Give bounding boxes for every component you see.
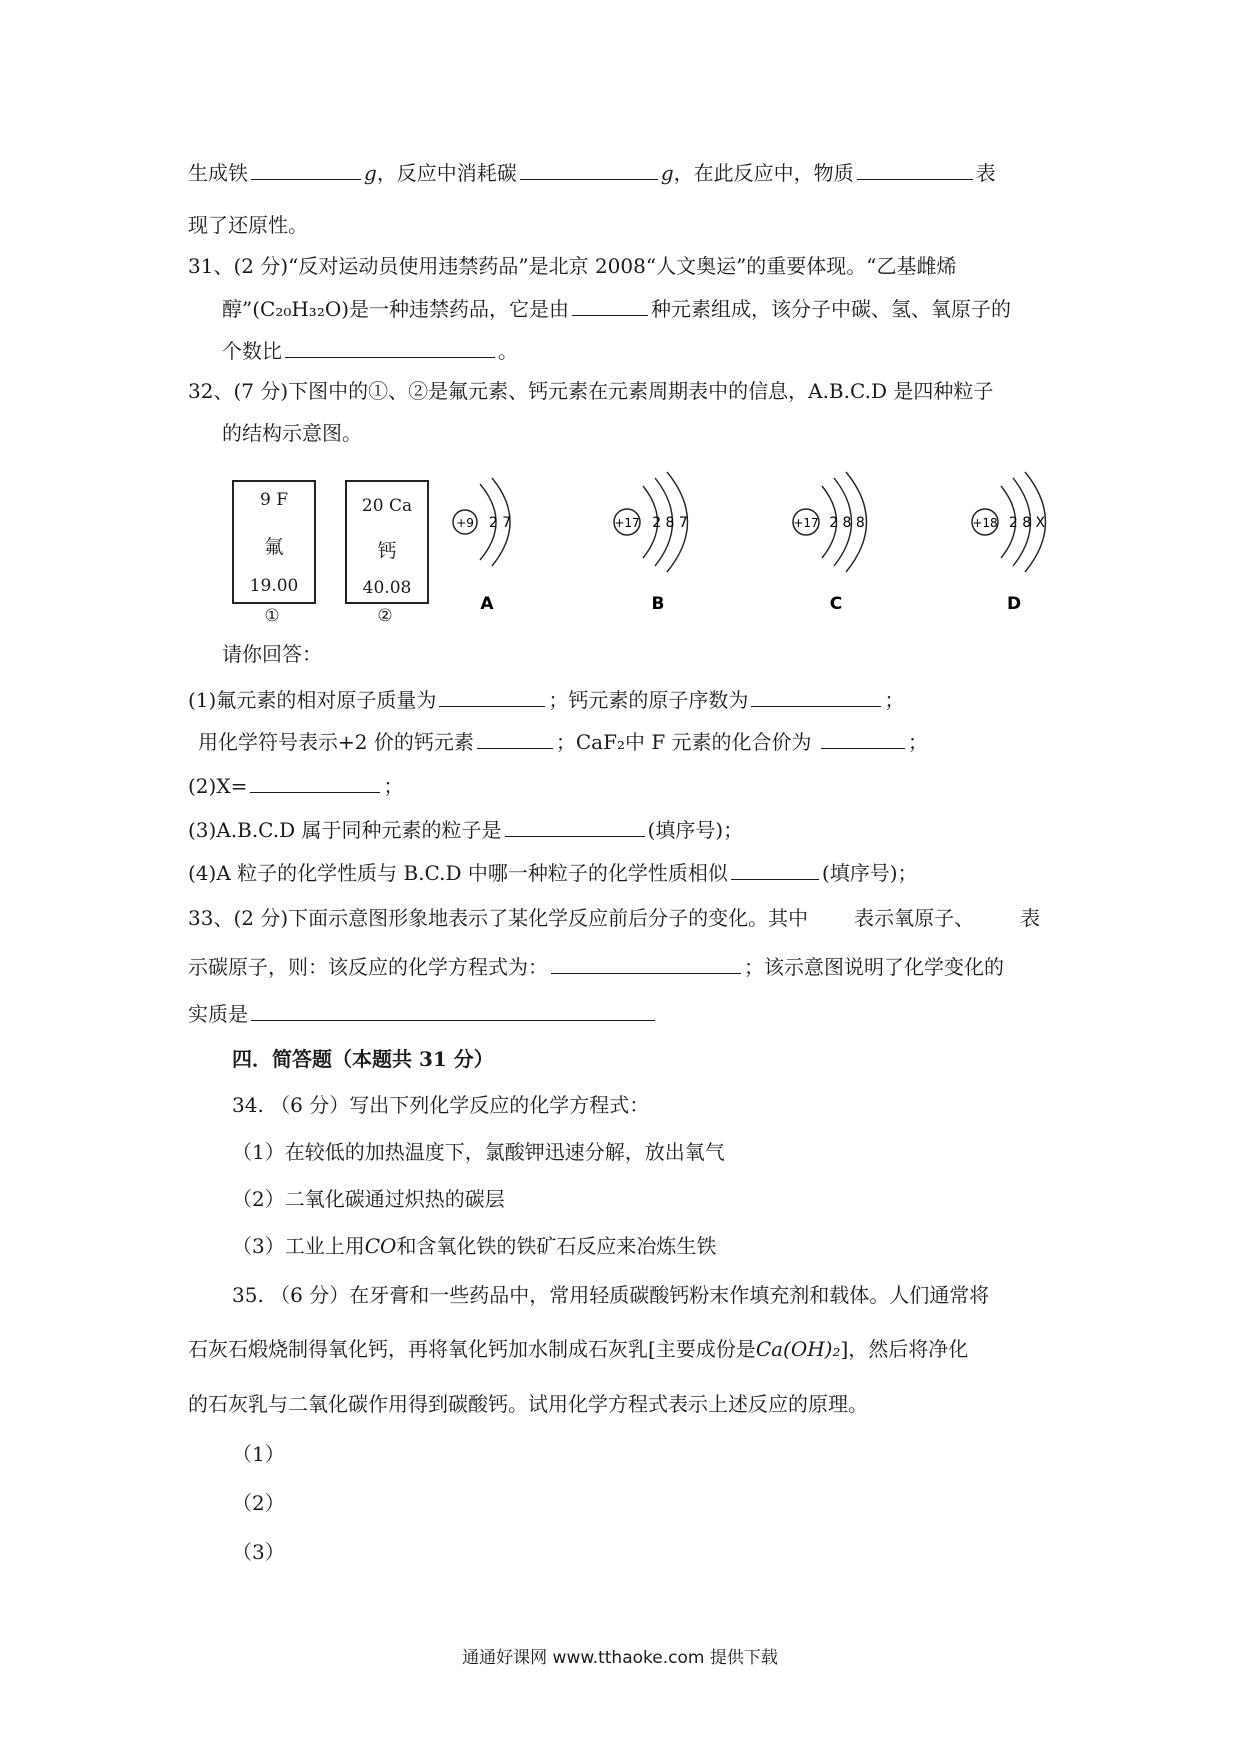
text: 用化学符号表示+2 价的钙元素 [198, 730, 474, 754]
answer-blank-iron[interactable] [251, 157, 361, 180]
answer-blank-f-valence[interactable] [821, 726, 905, 749]
answer-blank-reducer[interactable] [857, 157, 973, 180]
answer-blank-element-count[interactable] [572, 293, 648, 316]
text: (4)A 粒子的化学性质与 B.C.D 中哪一种粒子的化学性质相似 [188, 861, 728, 885]
q30-tail-line2: 现了还原性。 [188, 213, 308, 237]
formula-co: CO [364, 1234, 397, 1258]
q33-line3 [188, 998, 658, 1028]
text: 。 [498, 339, 518, 363]
text: 生成铁 [188, 161, 248, 185]
answer-blank-essence[interactable] [251, 998, 655, 1021]
text: (1)氟元素的相对原子质量为 [188, 688, 437, 712]
atom-diagram-c [793, 472, 867, 614]
unit-g: g [660, 161, 674, 185]
text: 33、(2 分)下面示意图形象地表示了某化学反应前后分子的变化。其中 [188, 906, 809, 930]
text: 示碳原子，则：该反应的化学方程式为： [188, 955, 548, 979]
text: (3)A.B.C.D 属于同种元素的粒子是 [188, 818, 502, 842]
text: (2)X= [188, 774, 248, 798]
atom-structure-diagrams [0, 470, 1240, 630]
q35-line3: 的石灰乳与二氧化碳作用得到碳酸钙。试用化学方程式表示上述反应的原理。 [188, 1392, 868, 1416]
text: ，反应中消耗碳 [376, 161, 517, 185]
atom-diagram-a [453, 478, 511, 614]
atom-label: C [829, 594, 843, 614]
q34-head: 34. （6 分）写出下列化学反应的化学方程式： [232, 1093, 650, 1117]
q35-line2 [188, 1335, 968, 1363]
text: 石灰石煅烧制得氧化钙，再将氧化钙加水制成石灰乳[主要成份是 [188, 1337, 756, 1361]
text: 表 [1020, 906, 1041, 930]
q32-sub4 [188, 857, 918, 887]
text: 实质是 [188, 1002, 248, 1026]
card-atomic-mass: 40.08 [362, 578, 412, 598]
card-element-name: 钙 [377, 540, 397, 562]
unit-g: g [364, 161, 377, 185]
text: ； [383, 774, 404, 798]
text: （3）工业上用 [232, 1234, 365, 1258]
q35-line1: 35. （6 分）在牙膏和一些药品中，常用轻质碳酸钙粉末作填充剂和载体。人们通常将 [232, 1283, 990, 1307]
nucleus-charge: +18 [972, 516, 998, 530]
nucleus-charge: +9 [456, 516, 474, 530]
text: 种元素组成，该分子中碳、氢、氧原子的 [651, 297, 1012, 321]
text: 醇”(C₂₀H₃₂O)是一种违禁药品，它是由 [222, 297, 570, 321]
text: (填序号)； [647, 818, 744, 842]
q32-line2: 的结构示意图。 [222, 421, 362, 445]
text: 表 [975, 161, 996, 185]
q35-answer3: （3） [232, 1540, 285, 1564]
q33-line1 [188, 904, 1040, 932]
q31-line3 [222, 335, 518, 365]
formula-caoh2: Ca(OH)₂ [755, 1337, 841, 1361]
text: ；CaF₂中 F 元素的化合价为 [555, 730, 812, 754]
q32-sub3 [188, 814, 743, 844]
answer-blank-ca-number[interactable] [751, 684, 881, 707]
text: 个数比 [222, 339, 282, 363]
answer-blank-x[interactable] [250, 770, 380, 793]
card-number-symbol: 20 Ca [361, 496, 413, 516]
atom-diagram-b [614, 472, 688, 614]
electron-shells: 2 8 7 [652, 515, 688, 531]
nucleus-charge: +17 [614, 516, 640, 530]
text: 和含氧化铁的铁矿石反应来冶炼生铁 [396, 1234, 717, 1258]
q33-line2 [188, 951, 1004, 981]
q32-sub2 [188, 770, 403, 800]
text: ； [884, 688, 905, 712]
section-heading: 四．简答题（本题共 31 分） [232, 1047, 494, 1071]
q35-answer1: （1） [232, 1442, 285, 1466]
electron-shells: 2 7 [488, 515, 512, 531]
atom-diagram-d [972, 472, 1046, 614]
text: ；钙元素的原子序数为 [548, 688, 749, 712]
answer-blank-carbon[interactable] [520, 157, 658, 180]
text: ；该示意图说明了化学变化的 [744, 955, 1004, 979]
q34-item2: （2）二氧化碳通过炽热的碳层 [232, 1187, 505, 1211]
q35-answer2: （2） [232, 1491, 285, 1515]
text: ]，然后将净化 [840, 1337, 969, 1361]
nucleus-charge: +17 [793, 516, 819, 530]
card-caption-1: ① [264, 606, 280, 626]
q32-prompt: 请你回答： [222, 642, 322, 666]
text: ； [907, 730, 928, 754]
card-number-symbol: 9 F [259, 490, 288, 510]
answer-blank-ratio[interactable] [285, 335, 495, 358]
answer-blank-similar[interactable] [731, 857, 819, 880]
atom-label: D [1006, 594, 1022, 614]
answer-blank-equation[interactable] [551, 951, 741, 974]
q34-item1: （1）在较低的加热温度下，氯酸钾迅速分解，放出氧气 [232, 1140, 725, 1164]
q31-line1: 31、(2 分)“反对运动员使用违禁药品”是北京 2008“人文奥运”的重要体现。“乙基雌烯 [188, 254, 957, 278]
card-atomic-mass: 19.00 [249, 576, 299, 596]
electron-shells: 2 8 X [1008, 515, 1046, 531]
answer-blank-same-element[interactable] [505, 814, 645, 837]
answer-blank-ca-symbol[interactable] [477, 726, 553, 749]
text: 表示氧原子、 [854, 906, 975, 930]
card-caption-2: ② [377, 606, 393, 626]
q32-line1: 32、(7 分)下图中的①、②是氟元素、钙元素在元素周期表中的信息，A.B.C.D 是四种粒子 [188, 379, 994, 403]
q30-tail-line [188, 157, 996, 187]
text: ，在此反应中，物质 [673, 161, 854, 185]
atom-label: A [480, 594, 494, 614]
card-element-name: 氟 [264, 536, 284, 558]
q32-sub1-line2 [198, 726, 928, 756]
electron-shells: 2 8 8 [829, 515, 865, 531]
answer-blank-f-mass[interactable] [439, 684, 545, 707]
q34-item3 [232, 1232, 716, 1260]
q32-sub1 [188, 684, 904, 714]
atom-label: B [651, 594, 665, 614]
footer-source: 通通好课网 www.tthaoke.com 提供下载 [462, 1648, 778, 1668]
q31-line2 [222, 293, 1011, 323]
text: (填序号)； [821, 861, 918, 885]
